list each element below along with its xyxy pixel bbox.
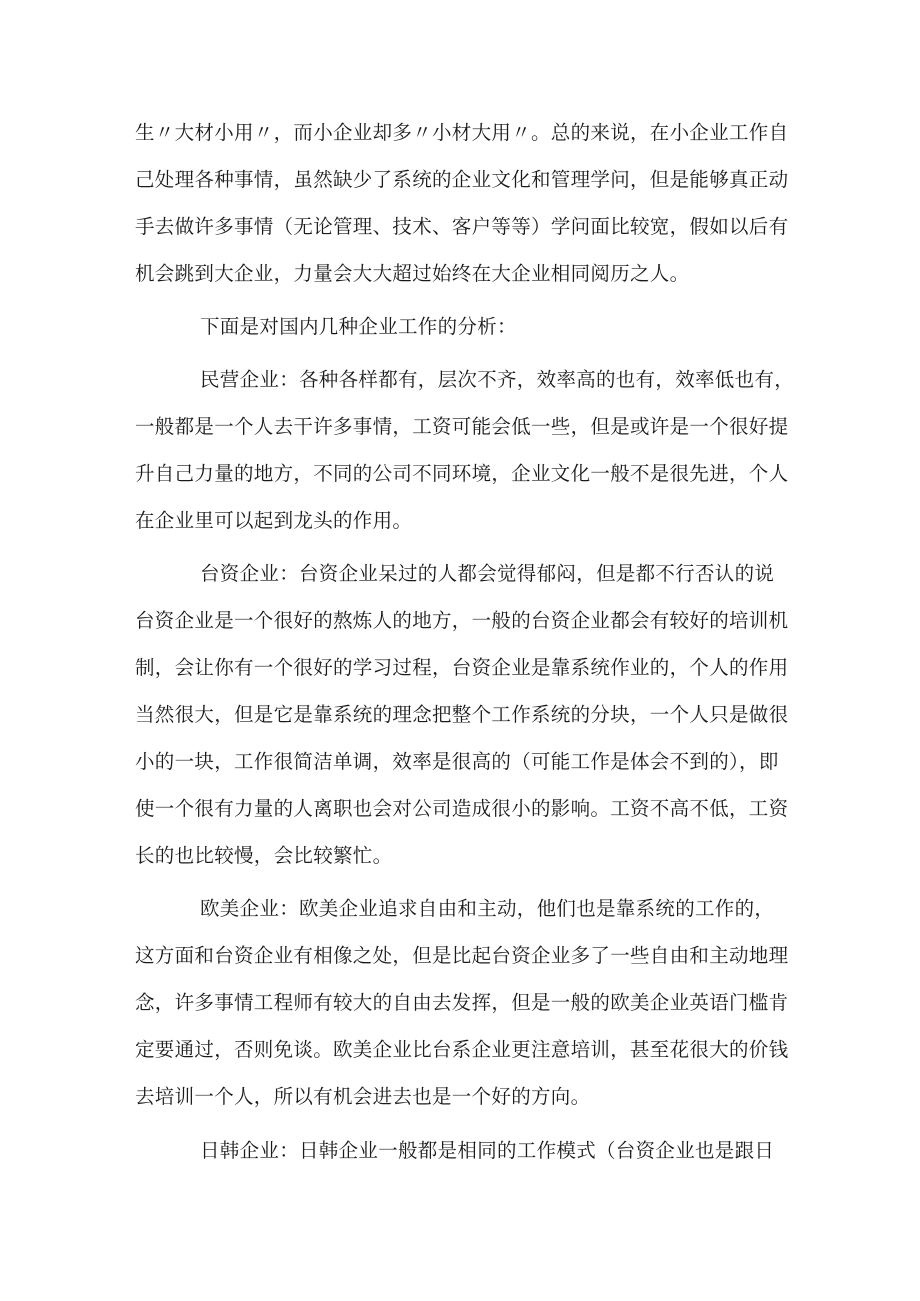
text-line: 在企业里可以起到龙头的作用。	[135, 509, 413, 532]
text-line: 台资企业是一个很好的熬炼人的地方，一般的台资企业都会有较好的培训机	[135, 609, 789, 632]
text-line: 使一个很有力量的人离职也会对公司造成很小的影响。工资不高不低，工资	[135, 797, 789, 820]
text-line: 念，许多事情工程师有较大的自由去发挥，但是一般的欧美企业英语门槛肯	[135, 991, 789, 1014]
text-line: 长的也比较慢，会比较繁忙。	[135, 844, 393, 867]
text-line: 定要通过，否则免谈。欧美企业比台系企业更注意培训，甚至花很大的价钱	[135, 1038, 789, 1061]
text-line: 当然很大，但是它是靠系统的理念把整个工作系统的分块，一个人只是做很	[135, 703, 789, 726]
text-line: 制，会让你有一个很好的学习过程，台资企业是靠系统作业的，个人的作用	[135, 656, 789, 679]
text-line: 小的一块，工作很简洁单调，效率是很高的（可能工作是体会不到的），即	[135, 750, 779, 773]
text-line: 这方面和台资企业有相像之处，但是比起台资企业多了一些自由和主动地理	[135, 944, 789, 967]
text-line: 手去做许多事情（无论管理、技术、客户等等）学问面比较宽，假如以后有	[135, 215, 789, 238]
text-line: 生〃大材小用〃，而小企业却多〃小材大用〃。总的来说，在小企业工作自	[135, 121, 789, 144]
text-line: 台资企业：台资企业呆过的人都会觉得郁闷，但是都不行否认的说	[200, 562, 775, 585]
text-line: 去培训一个人，所以有机会进去也是一个好的方向。	[135, 1085, 591, 1108]
text-line: 下面是对国内几种企业工作的分析：	[200, 315, 517, 338]
text-line: 机会跳到大企业，力量会大大超过始终在大企业相同阅历之人。	[135, 262, 690, 285]
text-line: 己处理各种事情，虽然缺少了系统的企业文化和管理学问，但是能够真正动	[135, 168, 789, 191]
text-line: 欧美企业：欧美企业追求自由和主动，他们也是靠系统的工作的，	[200, 897, 775, 920]
text-line: 一般都是一个人去干许多事情，工资可能会低一些，但是或许是一个很好提	[135, 415, 789, 438]
text-line: 日韩企业：日韩企业一般都是相同的工作模式（台资企业也是跟日	[200, 1139, 775, 1162]
text-line: 民营企业：各种各样都有，层次不齐，效率高的也有，效率低也有，	[200, 368, 795, 391]
text-line: 升自己力量的地方，不同的公司不同环境，企业文化一般不是很先进，个人	[135, 462, 789, 485]
